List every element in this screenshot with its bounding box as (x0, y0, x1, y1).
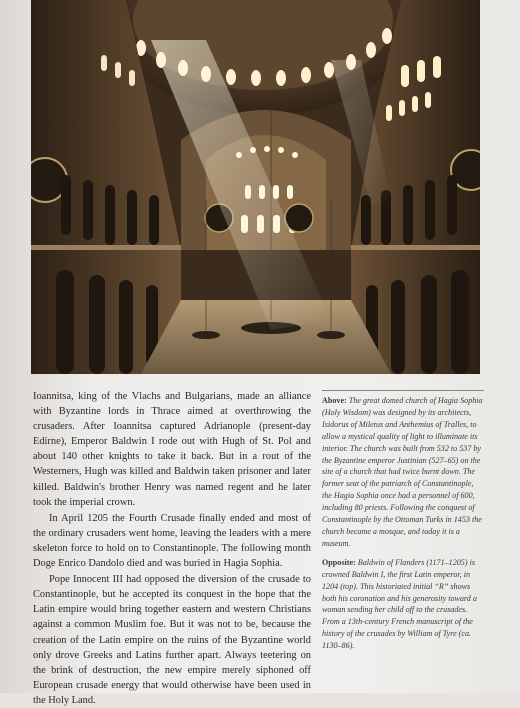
caption-label: Opposite: (322, 557, 356, 567)
hagia-sophia-interior-photo (31, 0, 480, 374)
body-text (33, 389, 311, 708)
caption-above (322, 395, 484, 550)
body-paragraph: In April 1205 the Fourth Crusade finally ended and most of the ordinary crusaders went home, leaving the leaders with a mere skeleton force to hold on to Constantinople. The following month Doge Enrico Dandolo died and was buried in Hagia Sophia. (33, 512, 311, 570)
hagia-sophia-illustration (31, 0, 480, 374)
body-paragraph: Ioannitsa, king of the Vlachs and Bulgarians, made an alliance with Byzantine lords in Thrace aimed at overthrowing the crusaders. After Ioannitsa captured Adrianople (present-day Edirne), Emperor Baldwin I rode out with Hugh of St. Pol and about 140 other knights to take it back. But in a rout of the Westerners, Hugh was killed and Baldwin taken prisoner and later killed. Baldwin's brother Henry was named regent and he later took the imperial crown. (33, 391, 311, 508)
caption-text: The great domed church of Hagia Sophia (Holy Wisdom) was designed by its architects, Isidorus of Miletus and Anthemius of Tralles, to allow a mystical quality of light to illuminate its interior. The church was built from 532 to 537 by the Byzantine emperor Justinian (527–65) on the site of a church that had twice burnt down. The former seat of the patriarch of Constantinople, the Hagia Sophia once had a personnel of 600, including 80 priests. Following the conquest of Constantinople by the Ottoman Turks in 1453 the church became a mosque, and today it is a museum. (322, 396, 483, 548)
caption-label: Above: (322, 396, 347, 405)
photo-captions (322, 390, 484, 652)
body-paragraph: Pope Innocent III had opposed the diversion of the crusade to Constantinople, but he accepted its conquest in the hope that the Latin empire would bring together eastern and western Christians against a common Muslim foe. But it was not to be, because the creation of the Latin empire on the ruins of the Byzantine world only drove Greeks and Latins further apart. Always teetering on the brink of destruction, the new empire merely siphoned off European crusade energy that would otherwise have been used in the Holy Land. (33, 574, 311, 706)
caption-text: Baldwin of Flanders (1171–1205) is crowned Baldwin I, the first Latin emperor, in 1204 (top). This historiated initial “R” shows both his coronation and his generosity toward a woman sending her child off to the crusades. From a 13th-century French manuscript of the history of the crusades by William of Tyre (ca. 1130–86). (322, 557, 477, 651)
caption-opposite (322, 557, 484, 652)
